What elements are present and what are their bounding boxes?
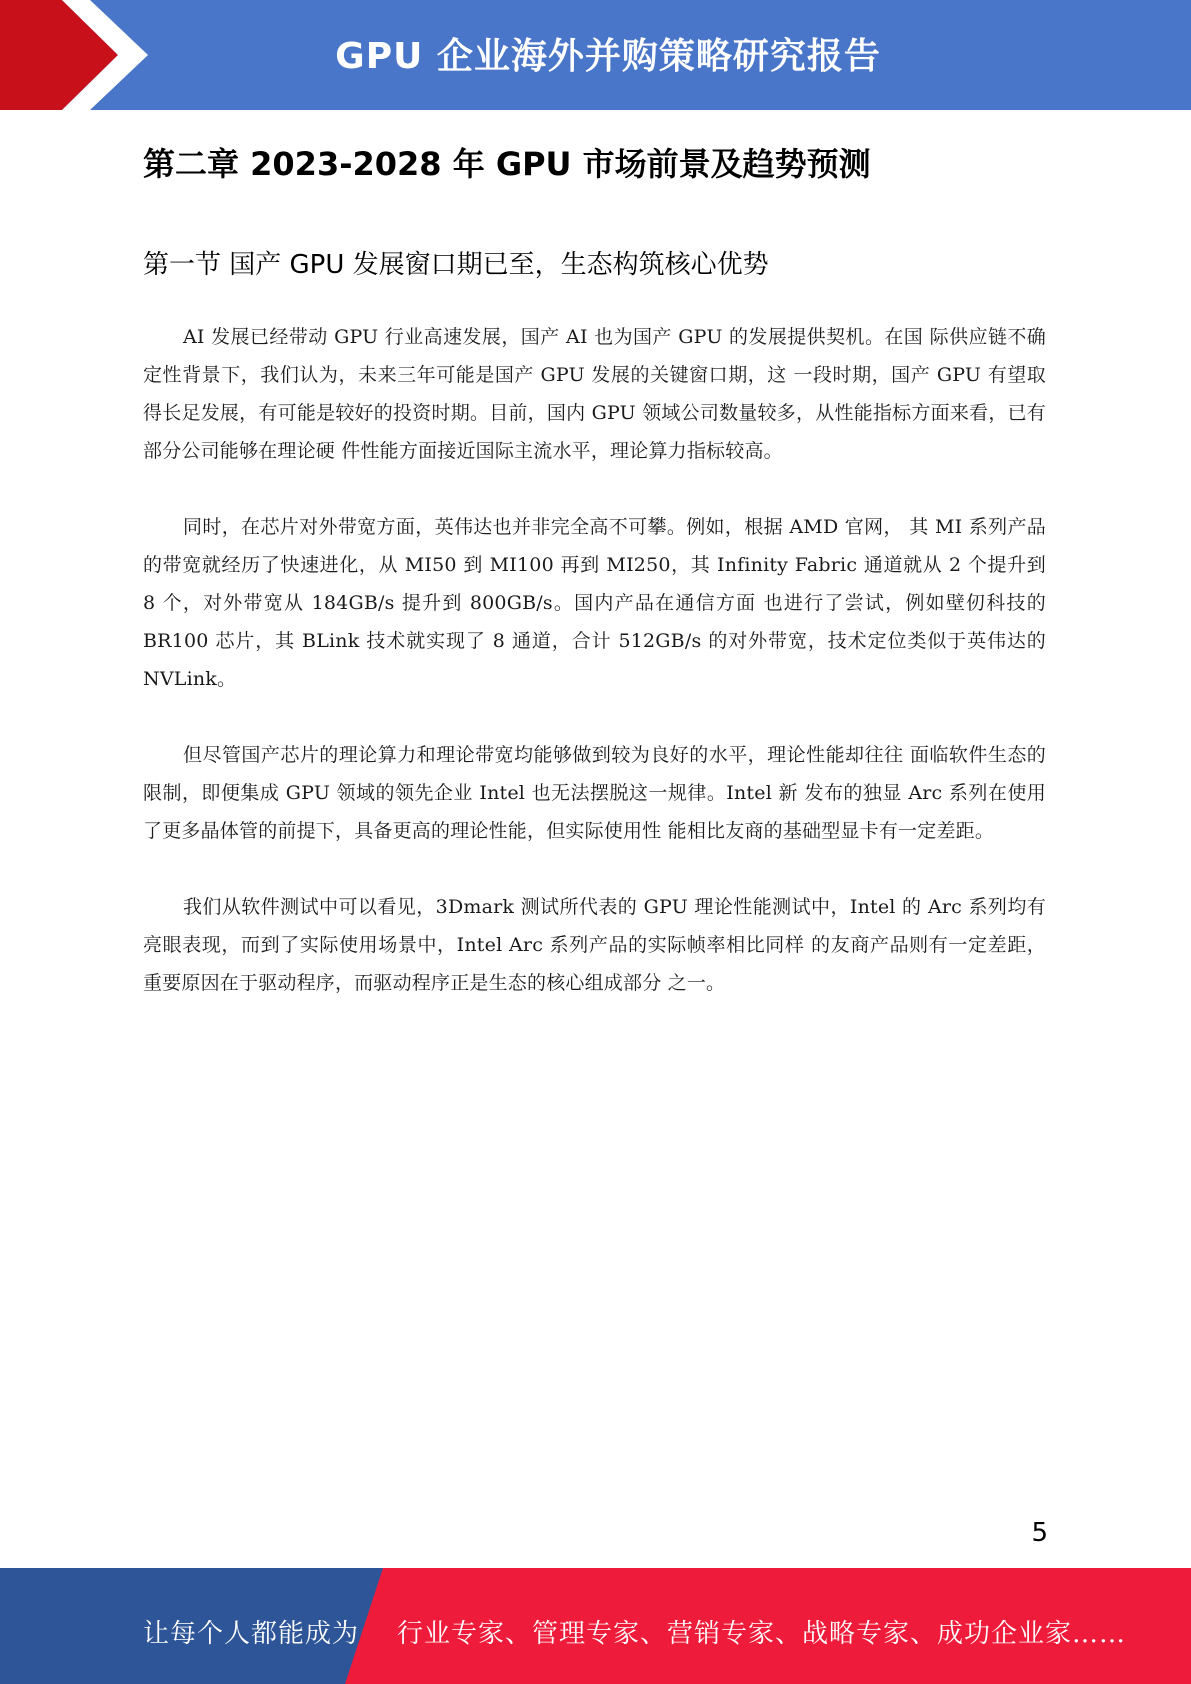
footer-slogan-right: 行业专家、管理专家、营销专家、战略专家、成功企业家……: [397, 1619, 1127, 1649]
page-header: [0, 0, 1191, 110]
page-footer: [0, 1568, 1191, 1684]
footer-slogan-left: 让每个人都能成为: [143, 1619, 360, 1649]
report-title: GPU 企业海外并购策略研究报告: [335, 36, 881, 77]
body-text: [143, 318, 1046, 1040]
paragraph: 但尽管国产芯片的理论算力和理论带宽均能够做到较为良好的水平，理论性能却往往 面临软件生态的限制，即便集成 GPU 领域的领先企业 Intel 也无法摆脱这一规律。Intel 新 发布的独显 Arc 系列在使用了更多晶体管的前提下，具备更高的理论性能，但实际使用性 能相比友商的基础型显卡有一定差距。: [143, 744, 1046, 842]
section-title: 第一节 国产 GPU 发展窗口期已至，生态构筑核心优势: [143, 250, 769, 280]
paragraph: 我们从软件测试中可以看见，3Dmark 测试所代表的 GPU 理论性能测试中，Intel 的 Arc 系列均有亮眼表现，而到了实际使用场景中，Intel Arc 系列产品的实际帧率相比同样 的友商产品则有一定差距，重要原因在于驱动程序，而驱动程序正是生态的核心组成部分 之一。: [143, 896, 1046, 994]
chapter-title: 第二章 2023-2028 年 GPU 市场前景及趋势预测: [143, 145, 871, 183]
page-number: 5: [1031, 1518, 1048, 1548]
paragraph: AI 发展已经带动 GPU 行业高速发展，国产 AI 也为国产 GPU 的发展提供契机。在国 际供应链不确定性背景下，我们认为，未来三年可能是国产 GPU 发展的关键窗口期，这 一段时期，国产 GPU 有望取得长足发展，有可能是较好的投资时期。目前，国内 GPU 领域公司数量较多，从性能指标方面来看，已有部分公司能够在理论硬 件性能方面接近国际主流水平，理论算力指标较高。: [143, 326, 1046, 462]
paragraph: 同时，在芯片对外带宽方面，英伟达也并非完全高不可攀。例如，根据 AMD 官网， 其 MI 系列产品的带宽就经历了快速进化，从 MI50 到 MI100 再到 MI250，其 Infinity Fabric 通道就从 2 个提升到 8 个，对外带宽从 184GB/s 提升到 800GB/s。国内产品在通信方面 也进行了尝试，例如壁仞科技的 BR100 芯片，其 BLink 技术就实现了 8 通道，合计 512GB/s 的对外带宽，技术定位类似于英伟达的 NVLink。: [143, 516, 1046, 690]
